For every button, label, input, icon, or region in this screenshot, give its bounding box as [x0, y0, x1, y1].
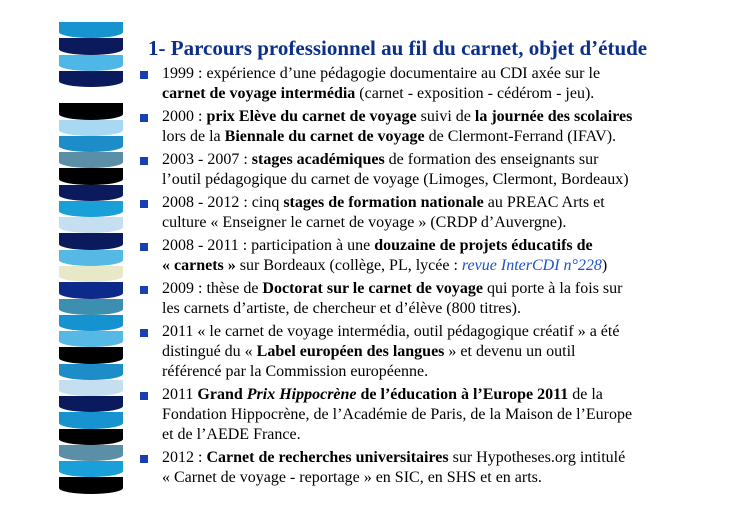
text-segment: de Clermont-Ferrand (IFAV). [424, 128, 617, 145]
decorative-stripe-bar [59, 22, 123, 494]
stripe [59, 136, 123, 152]
text-segment: sur Bordeaux (collège, PL, lycée : [235, 257, 462, 274]
bullet-line [162, 322, 710, 342]
text-segment: les carnets d’artiste, de chercheur et d’élève (800 titres). [162, 300, 521, 317]
bullet-item [140, 64, 710, 104]
text-segment: de formation des enseignants sur [384, 151, 599, 168]
bullet-line [162, 84, 710, 104]
stripe [59, 364, 123, 380]
stripe [59, 477, 123, 493]
text-segment: Fondation Hippocrène, de l’Académie de Paris, de la Maison de l’Europe [162, 406, 633, 423]
reference-link[interactable]: revue InterCDI n°228 [461, 257, 602, 274]
square-bullet-icon [140, 114, 148, 122]
bullet-line [162, 299, 710, 319]
bullet-list [140, 64, 710, 491]
square-bullet-icon [140, 200, 148, 208]
bullet-line [162, 170, 710, 190]
stripe [59, 396, 123, 412]
text-segment: (carnet - exposition - cédérom - jeu). [355, 85, 595, 102]
stripe [59, 380, 123, 396]
stripe [59, 168, 123, 184]
text-segment: l’outil pédagogique du carnet de voyage (Limoges, Clermont, Bordeaux) [162, 171, 629, 188]
stripe [59, 103, 123, 119]
stripe [59, 347, 123, 363]
text-segment: lors de la [162, 128, 225, 145]
slide-title: 1- Parcours professionnel au fil du carnet, objet d’étude [148, 36, 648, 60]
square-bullet-icon [140, 71, 148, 79]
bullet-line [162, 405, 710, 425]
bullet-item [140, 236, 710, 276]
text-segment: et de l’AEDE France. [162, 426, 301, 443]
bullet-item [140, 279, 710, 319]
stripe [59, 152, 123, 168]
text-segment: douzaine de projets éducatifs de [374, 237, 593, 254]
text-segment: Grand [197, 386, 247, 403]
text-segment: suivi de [416, 108, 475, 125]
text-segment: 2008 - 2011 : participation à une [162, 237, 375, 254]
text-segment: Doctorat sur le carnet de voyage [262, 280, 483, 297]
square-bullet-icon [140, 455, 148, 463]
bullet-line [162, 193, 710, 213]
bullet-item [140, 150, 710, 190]
stripe [59, 429, 123, 445]
text-segment: 1999 : expérience d’une pédagogie documentaire au CDI axée sur le [162, 65, 601, 82]
text-segment: 2003 - 2007 : [162, 151, 252, 168]
stripe [59, 233, 123, 249]
text-segment: Prix Hippocrène [246, 386, 357, 403]
bullet-line [162, 279, 710, 299]
bullet-line [162, 362, 710, 382]
stripe [59, 71, 123, 87]
text-segment: 2011 [162, 386, 198, 403]
bullet-line [162, 468, 710, 488]
stripe [59, 445, 123, 461]
bullet-item [140, 448, 710, 488]
text-segment: Carnet de recherches universitaires [206, 449, 449, 466]
text-segment: culture « Enseigner le carnet de voyage » (CRDP d’Auvergne). [162, 214, 567, 231]
bullet-item [140, 193, 710, 233]
bullet-line [162, 256, 710, 276]
text-segment: stages de formation nationale [283, 194, 484, 211]
bullet-line [162, 425, 710, 445]
text-segment: de l’éducation à l’Europe 2011 [356, 386, 569, 403]
text-segment: » et devenu un outil [444, 343, 576, 360]
stripe [59, 120, 123, 136]
text-segment: 2008 - 2012 : cinq [162, 194, 284, 211]
stripe [59, 250, 123, 266]
bullet-line [162, 236, 710, 256]
stripe [59, 55, 123, 71]
bullet-item [140, 322, 710, 382]
text-segment: Biennale du carnet de voyage [224, 128, 425, 145]
stripe [59, 266, 123, 282]
text-segment: « carnets » [162, 257, 236, 274]
text-segment: ) [601, 257, 608, 274]
bullet-line [162, 342, 710, 362]
text-segment: « Carnet de voyage - reportage » en SIC, en SHS et en arts. [162, 469, 542, 486]
bullet-line [162, 385, 710, 405]
stripe [59, 299, 123, 315]
stripe [59, 38, 123, 54]
stripe [59, 331, 123, 347]
text-segment: Label européen des langues [256, 343, 445, 360]
stripe [59, 315, 123, 331]
bullet-line [162, 127, 710, 147]
stripe [59, 282, 123, 298]
bullet-line [162, 107, 710, 127]
text-segment: au PREAC Arts et [483, 194, 605, 211]
text-segment: référencé par la Commission européenne. [162, 363, 429, 380]
square-bullet-icon [140, 392, 148, 400]
text-segment: 2000 : [162, 108, 207, 125]
text-segment: de la [568, 386, 603, 403]
stripe [59, 412, 123, 428]
text-segment: la journée des scolaires [474, 108, 633, 125]
stripe [59, 22, 123, 38]
text-segment: 2012 : [162, 449, 207, 466]
stripe [59, 87, 123, 103]
text-segment: prix Elève du carnet de voyage [206, 108, 417, 125]
bullet-line [162, 448, 710, 468]
stripe [59, 201, 123, 217]
text-segment: sur Hypotheses.org intitulé [448, 449, 626, 466]
text-segment: carnet de voyage intermédia [162, 85, 356, 102]
square-bullet-icon [140, 243, 148, 251]
stripe [59, 217, 123, 233]
text-segment: 2011 « le carnet de voyage intermédia, outil pédagogique créatif » a été [162, 323, 620, 340]
square-bullet-icon [140, 329, 148, 337]
bullet-item [140, 107, 710, 147]
bullet-line [162, 150, 710, 170]
stripe [59, 185, 123, 201]
stripe [59, 461, 123, 477]
square-bullet-icon [140, 286, 148, 294]
bullet-line [162, 64, 710, 84]
text-segment: qui porte à la fois sur [482, 280, 623, 297]
bullet-item [140, 385, 710, 445]
bullet-line [162, 213, 710, 233]
square-bullet-icon [140, 157, 148, 165]
text-segment: stages académiques [251, 151, 385, 168]
text-segment: distingué du « [162, 343, 257, 360]
text-segment: 2009 : thèse de [162, 280, 263, 297]
